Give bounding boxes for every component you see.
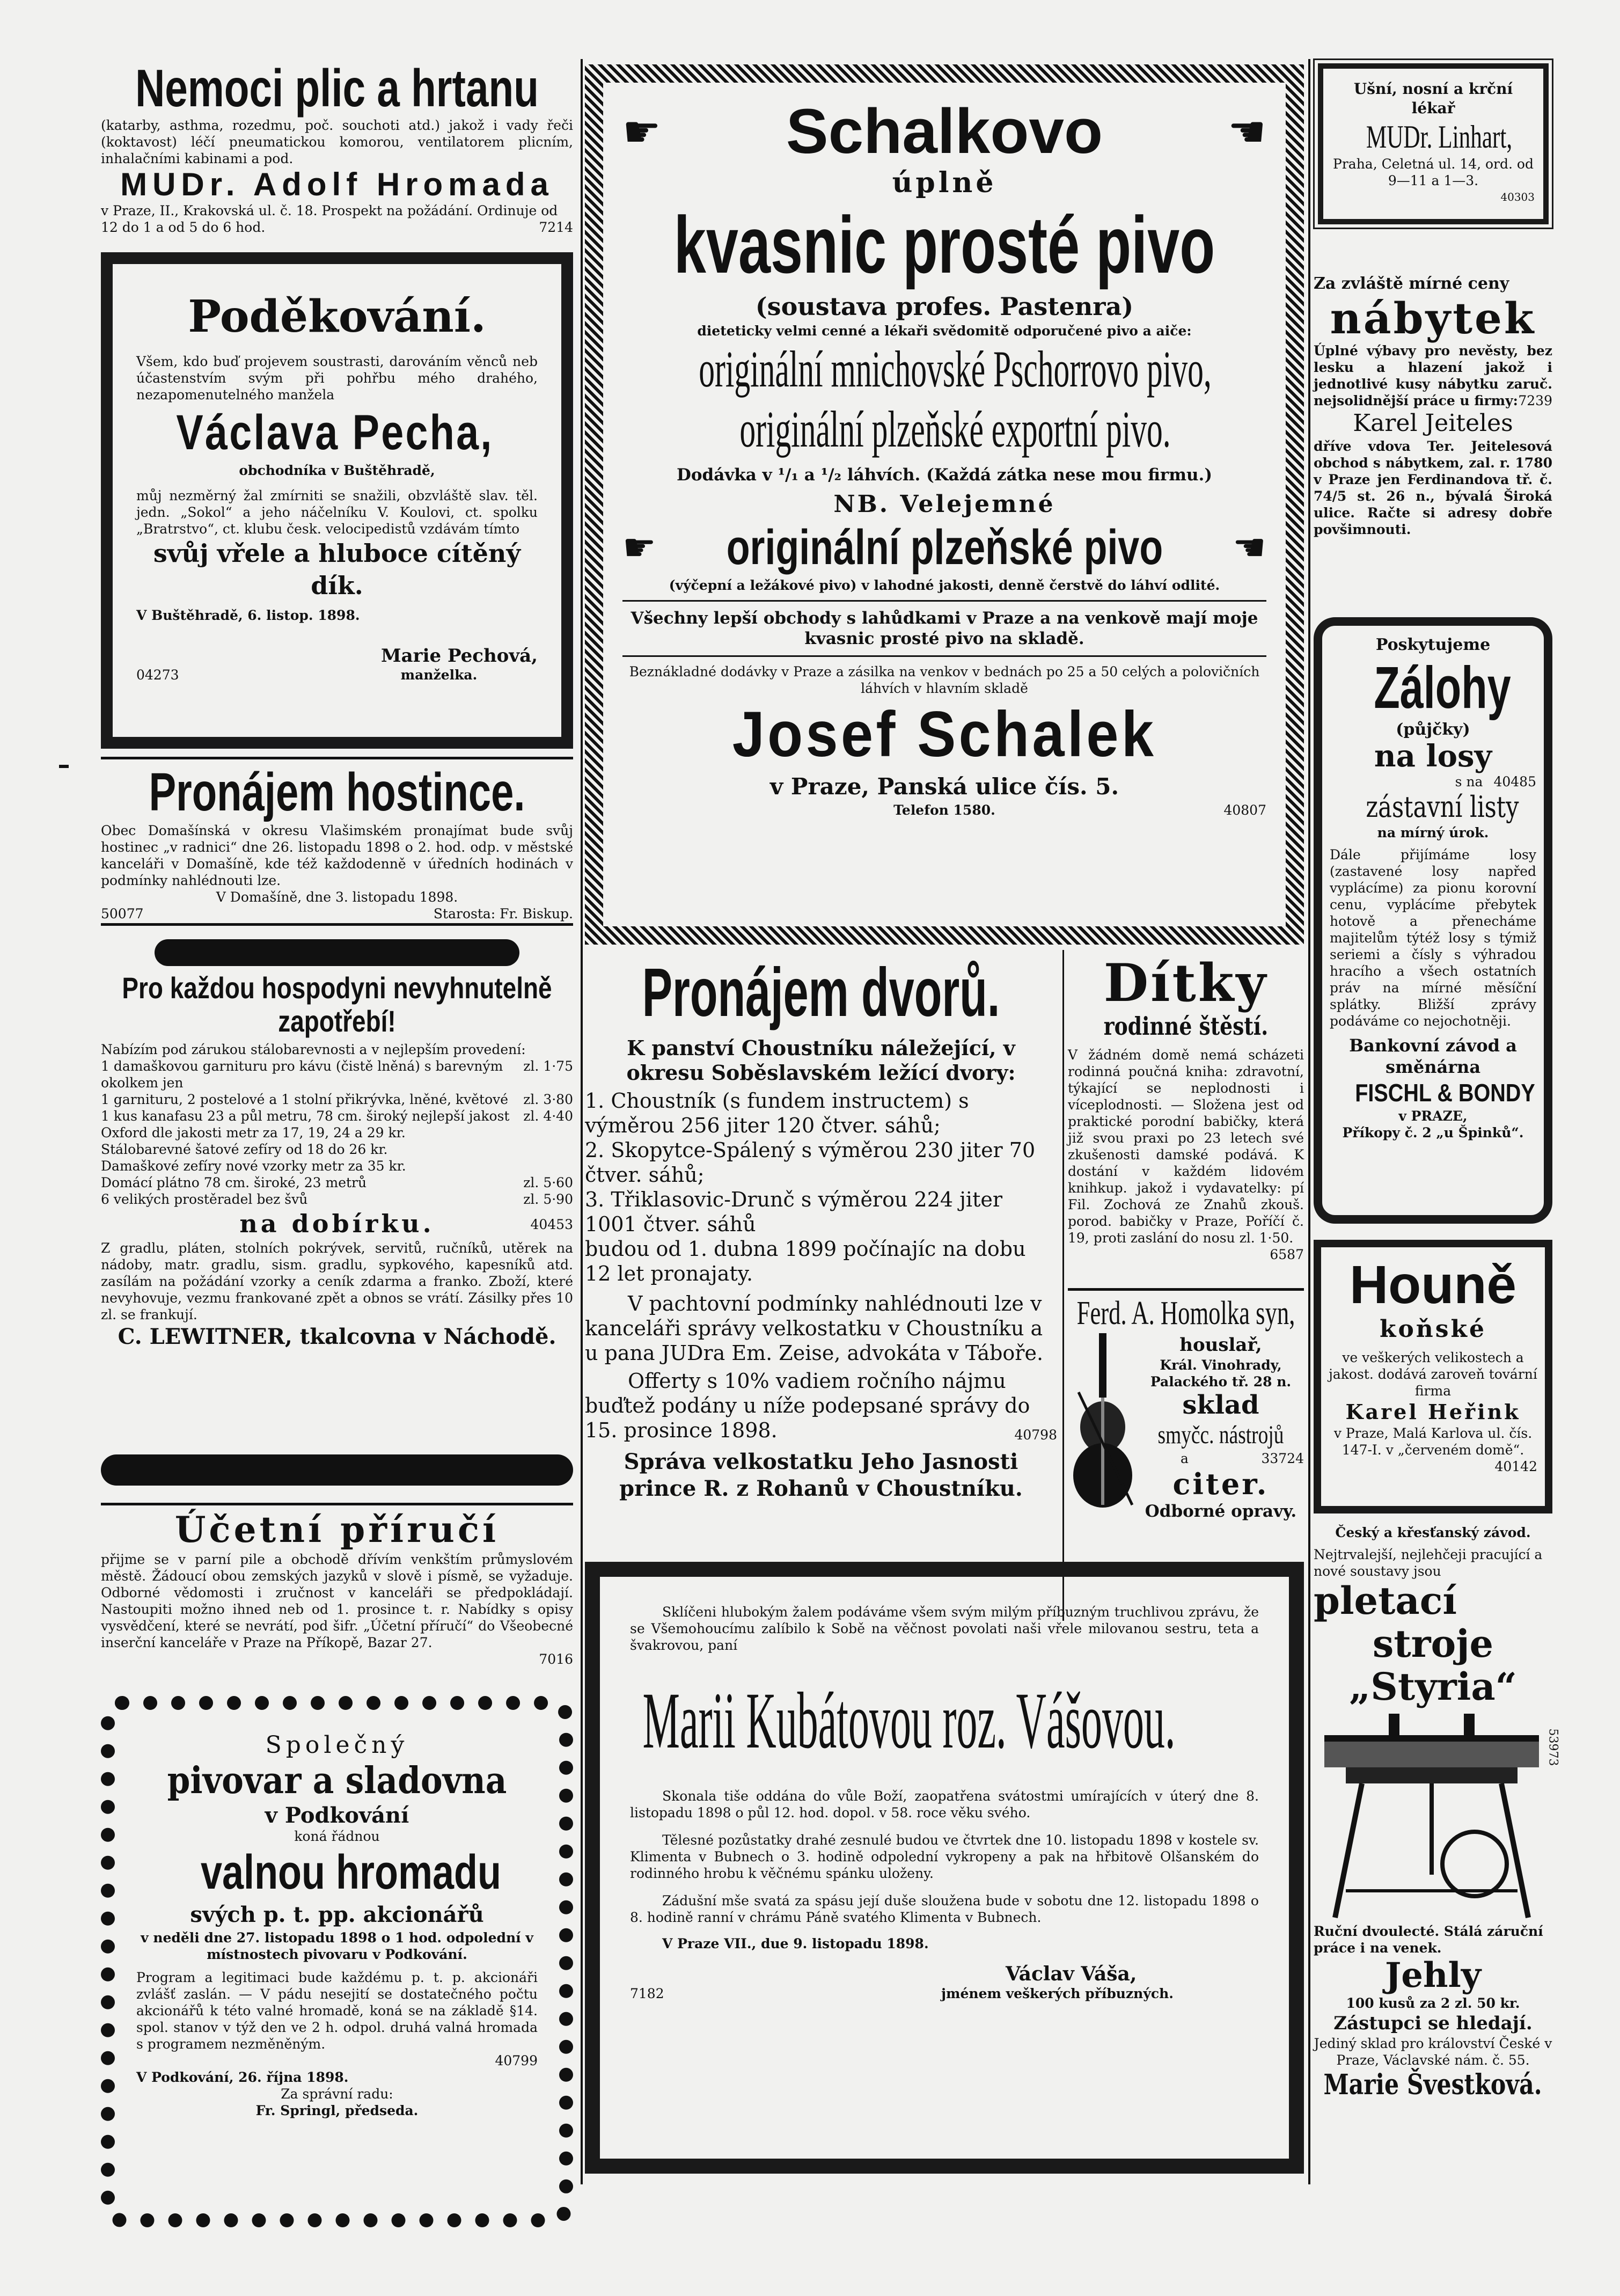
linhart-num: 40303 — [1500, 191, 1535, 203]
pivovar-l6: svých p. t. pp. akcionářů — [190, 1902, 484, 1927]
schalek-nb: NB. Velejemné — [833, 491, 1055, 518]
hospodyne-intro: Nabízím pod zárukou stálobarevnosti a v nejlepším provedení: — [101, 1042, 526, 1057]
zalohy-sub: (půjčky) — [1396, 720, 1470, 739]
pointing-hand-icon: ☛ — [1233, 525, 1266, 569]
kubatova-name: Marii Kubátovou roz. Vášovou. — [642, 1676, 1176, 1765]
price-row-text: Oxford dle jakosti metr za 17, 19, 24 a 29 kr. — [101, 1125, 406, 1140]
dvoru-num: 40798 — [1014, 1427, 1057, 1443]
homolka-sklad: sklad — [1182, 1390, 1259, 1420]
homolka-name: Ferd. A. Homolka syn, — [1076, 1295, 1295, 1332]
houne-addr: v Praze, Malá Karlova ul. čís. 147-I. v „červeném domě“. — [1333, 1425, 1533, 1458]
styria-ad — [1314, 1524, 1560, 2102]
price-row-price: zl. 5·60 — [523, 1175, 573, 1190]
nemoci-name: MUDr. Adolf Hromada — [120, 166, 554, 202]
podekovani-ad — [101, 252, 573, 749]
price-row-price: zl. 3·80 — [523, 1092, 573, 1107]
ucetni-num: 7016 — [539, 1651, 573, 1667]
nabytek-title: nábytek — [1330, 293, 1536, 343]
zalohy-sna: s na — [1455, 774, 1483, 789]
hostinec-place: V Domašíně, dne 3. listopadu 1898. — [216, 889, 458, 905]
homolka-smyc: smyčc. nástrojů — [1157, 1421, 1284, 1449]
list-item: 2. Skopytce-Spálený s výměrou 230 jiter 70 čtver. sáhů; — [585, 1138, 1036, 1187]
podekovani-title: Poděkování. — [188, 291, 486, 342]
pivovar-num: 40799 — [495, 2053, 538, 2068]
podekovani-sub: obchodníka v Buštěhradě, — [239, 463, 435, 478]
linhart-ad — [1318, 63, 1549, 224]
zalohy-body: Dále přijímáme losy (zastavené losy napřed vyplácíme) za pionu korovní cenu, vyplácíme přebytek hotově a přenecháme majitelům týtéž losy s týmiž seriemi a čísly s výhradou hracího a všech ostatních práv na mírné měsíční splátky. Bližší zprávy podáváme co nejochotněji. — [1330, 847, 1536, 1029]
nabytek-name: Karel Jeiteles — [1353, 410, 1513, 437]
price-row — [101, 1158, 573, 1174]
zalohy-head: Poskytujeme — [1375, 635, 1491, 654]
podekovani-body1: Všem, kdo buď projevem soustrasti, darováním věnců neb účastenstvím svým při pohřbu mého drahého, nezapomenutelného manžela — [136, 354, 538, 403]
price-row — [101, 1108, 573, 1124]
zalohy-addr: Příkopy č. 2 „u Špinků“. — [1342, 1125, 1524, 1140]
styria-price: 100 kusů za 2 zl. 50 kr. — [1346, 1995, 1520, 2011]
knitting-machine-icon — [1314, 1714, 1552, 1923]
zalohy-title: Zálohy — [1374, 655, 1511, 721]
pivovar-l2: pivovar a sladovna — [167, 1759, 507, 1802]
schalek-mnich: originální mnichovské Pschorrovo pivo, — [699, 340, 1212, 398]
schalek-uplne: úplně — [892, 166, 997, 199]
homolka-addr: Král. Vinohrady, Palackého tř. 28 n. — [1150, 1357, 1292, 1390]
styria-t2: stroje — [1372, 1621, 1494, 1666]
homolka-citer: citer. — [1172, 1467, 1269, 1501]
dvoru-list — [585, 1088, 1057, 1237]
price-row-text: Domácí plátno 78 cm. široké, 23 metrů — [101, 1175, 367, 1190]
podekovani-place: V Buštěhradě, 6. listop. 1898. — [136, 608, 360, 623]
linhart-name: MUDr. Linhart, — [1366, 119, 1513, 155]
violin-icon — [1068, 1333, 1138, 1510]
list-item: 1. Choustník (s fundem instructem) s výměrou 256 jiter 120 čtver. sáhů; — [585, 1089, 969, 1137]
dvoru-ad — [585, 955, 1057, 1502]
pointing-hand-icon: ☛ — [622, 525, 656, 569]
kubatova-place: V Praze VII., due 9. listopadu 1898. — [662, 1936, 929, 1951]
kubatova-ad — [585, 1562, 1304, 2174]
podekovani-num: 04273 — [136, 667, 179, 683]
hostinec-title: Pronájem hostince. — [149, 762, 525, 822]
hospodyne-dobirka-num: 40453 — [530, 1217, 573, 1232]
podekovani-thanks: svůj vřele a hluboce cítěný dík. — [153, 539, 521, 600]
pivovar-ad — [101, 1696, 573, 2227]
styria-head: Český a křesťanský závod. — [1335, 1525, 1531, 1540]
column-rule — [581, 59, 583, 2184]
linhart-l1: Ušní, nosní a krční lékař — [1353, 80, 1513, 117]
schalek-dodavka: Dodávka v ¹/₁ a ¹/₂ láhvích. (Každá zátka nese mou firmu.) — [676, 465, 1213, 485]
houne-num: 40142 — [1494, 1459, 1537, 1474]
linhart-addr: Praha, Celetná ul. 14, ord. od 9—11 a 1—3. — [1333, 156, 1534, 188]
zalohy-listy: zástavní listy — [1366, 790, 1519, 824]
ucetni-title: Účetní příručí — [174, 1509, 500, 1551]
hostinec-sign: Starosta: Fr. Biskup. — [433, 906, 573, 922]
divider — [101, 1503, 573, 1505]
ditky-sub: rodinné štěstí. — [1103, 1012, 1269, 1041]
price-row — [101, 1091, 573, 1108]
nemoci-ad — [101, 59, 573, 236]
schalek-kvasnic: kvasnic prosté pivo — [673, 200, 1215, 290]
hostinec-ad — [101, 762, 573, 922]
price-row-price: zl. 4·40 — [523, 1108, 573, 1124]
houne-sub: koňské — [1379, 1315, 1487, 1343]
hospodyne-body: Z gradlu, pláten, stolních pokrývek, servitů, ručníků, utěrek na nádoby, matr. gradlu, sism. gradlu, sypkového, kapesníků atd. zasílám na požádání vzorky a ceník zdarma a franko. Zboží, které nevyhovuje, vezmu frankované zpět a obnos se vrátí. Zásilky přes 10 zl. se frankují. — [101, 1240, 573, 1322]
homolka-num: 33724 — [1261, 1451, 1304, 1466]
divider — [622, 600, 1266, 602]
schalek-plzen: originální plzeňské pivo — [726, 520, 1163, 575]
homolka-opravy: Odborné opravy. — [1145, 1502, 1297, 1521]
podekovani-name: Václava Pecha, — [176, 405, 494, 460]
hostinec-num: 50077 — [101, 906, 144, 922]
pointing-hand-icon: ☛ — [622, 106, 661, 157]
pivovar-sign1: Za správní radu: — [281, 2086, 393, 2102]
price-row-text: 1 kus kanafasu 23 a půl metru, 78 cm. široký nejlepší jakost — [101, 1108, 510, 1124]
ornament-bar — [155, 939, 519, 966]
styria-t3: „Styria“ — [1349, 1664, 1517, 1709]
ditky-ad — [1068, 955, 1304, 1263]
schalek-beznakl: Beznákladné dodávky v Praze a zásilka na venkov v bednách po 25 a 50 celých a polovičních láhvích v hlavním skladě — [629, 664, 1260, 696]
ucetni-ad — [101, 1508, 573, 1668]
hostinec-body: Obec Domašínská v okresu Vlašimském pronajímat bude svůj hostinec „v radnici“ dne 26. listopadu 1898 o 2. hod. odp. v městské kanceláři v Domašíně, kde též každodenně v úředních hodinách v podmínky nahlédnouti lze. — [101, 823, 573, 888]
pivovar-l3: v Podkování — [265, 1803, 409, 1828]
zalohy-urok: na mírný úrok. — [1377, 825, 1489, 840]
page-edge-dot — [59, 765, 69, 768]
price-row — [101, 1141, 573, 1158]
styria-side: 53973 — [1546, 1728, 1560, 1766]
divider — [1068, 1288, 1304, 1291]
dvoru-sign: Správa velkostatku Jeho Jasnosti prince R. z Rohanů v Choustníku. — [619, 1449, 1023, 1501]
zalohy-na: na losy — [1374, 738, 1492, 774]
price-row — [101, 1124, 573, 1141]
nemoci-num: 7214 — [539, 220, 573, 235]
price-row — [101, 1174, 573, 1191]
homolka-ad — [1068, 1293, 1304, 1522]
nabytek-head: Za zvláště mírné ceny — [1314, 274, 1509, 293]
podekovani-sign: Marie Pechová, — [381, 645, 538, 667]
nabytek-ad — [1314, 274, 1552, 538]
zalohy-bank: Bankovní závod a směnárna — [1349, 1035, 1517, 1077]
dvoru-body1: budou od 1. dubna 1899 počínajíc na dobu 12 let pronajaty. — [585, 1237, 1026, 1285]
styria-t1: pletací — [1314, 1578, 1457, 1623]
pivovar-l7: v neděli dne 27. listopadu 1898 o 1 hod. odpolední v místnostech pivovaru v Podkování. — [141, 1930, 533, 1962]
schalek-plzen-export: originální plzeňské exportní pivo. — [739, 400, 1171, 458]
pivovar-l1: Společný — [265, 1731, 409, 1759]
price-row-text: Damaškové zefíry nové vzorky metr za 35 kr. — [101, 1158, 406, 1174]
kubatova-intro: Sklíčeni hlubokým žalem podáváme všem svým milým příbuzným truchlivou zprávu, že se Všemohoucímu zalíbilo k Sobě na věčnost povolati naši vřele milovanou sestru, teta a švakrovou, paní — [630, 1604, 1259, 1653]
price-row-text: 1 damaškovou garnituru pro kávu (čistě lněná) s barevným okolkem jen — [101, 1058, 503, 1091]
kubatova-body2: Tělesné pozůstatky drahé zesnulé budou ve čtvrtek dne 10. listopadu 1898 v kostele sv. Klimenta v Bubnech o 3. hodině odpolední vykropeny a pak na hřbitově Olšanském do rodinného hrobu k věčnému spánku uloženy. — [630, 1832, 1259, 1881]
price-row-text: 1 garnituru, 2 postelové a 1 stolní přikrývka, lněné, květové — [101, 1092, 509, 1107]
styria-zast: Zástupci se hledají. — [1333, 2013, 1533, 2034]
podekovani-body2: můj nezměrný žal zmírniti se snažili, obzvláště slav. těl. jedn. „Sokol“ a jeho náčelníku V. Koulovi, ct. spolku „Bratrstvo“, ct. klubu česk. velocipedistů vzdávám tímto — [136, 488, 538, 537]
houne-ad — [1314, 1240, 1552, 1513]
styria-body2: Ruční dvoulecté. Stálá záruční práce i na venek. — [1314, 1924, 1543, 1956]
ditky-body: V žádném domě nemá scházeti rodinná poučná kniha: zdravotní, týkající se neplodnosti i víceplodnosti. — Složena jest od praktické porodní babičky, která již svou praxi po 23 letech své zkušenosti damské podává. K dostání v každém lidovém knihkup. jakož i vydavatelky: pí Fil. Zochová ze Znahů zkouš. porod. babičky v Praze, Poříčí č. 19, proti zaslání do nosu zl. 1·50. — [1068, 1047, 1304, 1246]
divider — [101, 923, 573, 926]
styria-body: Nejtrvalejší, nejlehčeji pracující a nové soustavy jsou — [1314, 1547, 1543, 1579]
dvoru-title: Pronájem dvorů. — [642, 954, 1000, 1031]
divider — [622, 655, 1266, 657]
hospodyne-list — [101, 1058, 573, 1208]
price-row-text: 6 velikých prostěradel bez švů — [101, 1191, 308, 1207]
nemoci-body1: (katarby, asthma, rozedmu, poč. souchoti atd.) jakož i vady řeči (koktavost) léčí pneumatickou komorou, ventilatorem plicním, inhalačními kabinami a pod. — [101, 118, 573, 166]
pivovar-place: V Podkování, 26. října 1898. — [136, 2070, 349, 2085]
nabytek-num: 7239 — [1518, 393, 1552, 408]
divider — [101, 757, 573, 759]
zalohy-num: 40485 — [1493, 774, 1536, 789]
ornament-bar — [101, 1454, 573, 1486]
schalek-addr: v Praze, Panská ulice čís. 5. — [769, 773, 1119, 800]
schalek-vsechny: Všechny lepší obchody s lahůdkami v Praze a na venkově mají moje kvasnic prosté pivo na skladě. — [631, 609, 1258, 648]
houne-name: Karel Heřink — [1345, 1400, 1521, 1424]
dvoru-body2: V pachtovní podmínky nahlédnouti lze v kanceláři správy velkostatku v Choustníku a u pana JUDra Em. Zeise, advokáta v Táboře. — [585, 1292, 1044, 1365]
podekovani-sign2: manželka. — [400, 667, 478, 683]
homolka-a: a — [1181, 1451, 1189, 1466]
price-row — [101, 1058, 573, 1091]
schalek-dietet: dieteticky velmi cenné a lékaři svědomitě odporučené pivo a aiče: — [697, 323, 1192, 339]
kubatova-body3: Zádušní mše svatá za spásu její duše sloužena bude v sobotu dne 12. listopadu 1898 o 8. hodině ranní v chrámu Páně svatého Klimenta v Bubnech. — [630, 1893, 1259, 1925]
styria-sign: Marie Švestková. — [1323, 2068, 1542, 2101]
kubatova-sign: Václav Váša, — [1006, 1963, 1137, 1985]
ditky-title: Dítky — [1103, 953, 1269, 1013]
ucetni-body: přijme se v parní pile a obchodě dřívím venkštím průmyslovém městě. Žádoucí obou zemských jazyků v slově i písmě, se vyžaduje. Odborné vědomosti i zručnost v kanceláři se předpokládají. Nastoupiti možno ihned neb od 1. prosince t. r. Nabídky s opisy vysvědčení, které se nevrátí, pod šifr. „Účetní příručí“ do Všeobecné inserční kanceláře v Praze na Příkopě, Bazar 27. — [101, 1552, 573, 1650]
schalek-num: 40807 — [1223, 802, 1266, 818]
hospodyne-dobirka: na dobírku. — [239, 1209, 435, 1238]
houne-body: ve veškerých velikostech a jakost. dodává zaroveň tovární firma — [1329, 1350, 1537, 1399]
list-item: 3. Třiklasovic-Drunč s výměrou 224 jiter 1001 čtver. sáhů — [585, 1188, 1002, 1236]
zalohy-praha: v PRAZE, — [1398, 1108, 1468, 1124]
pivovar-body: Program a legitimaci bude každému p. t. p. akcionáři zvlášť zaslán. — V pádu nesejití se dostatečného počtu akcionářů k této valné hromadě, koná se na základě §14. spol. stanov v týž den ve 2 h. odpol. druhá valná hromada s programem nezměněným. — [136, 1970, 538, 2052]
pivovar-l4: koná řádnou — [294, 1829, 380, 1844]
schalek-tel: Telefon 1580. — [893, 802, 995, 818]
dvoru-head: K panství Choustníku náležející, v okresu Soběslavském ležící dvory: — [626, 1036, 1016, 1085]
hospodyne-ad — [101, 971, 573, 1351]
column-rule — [1062, 950, 1064, 1621]
nemoci-body2: v Praze, II., Krakovská ul. č. 18. Prospekt na požádání. Ordinuje od 12 do 1 a od 5 do 6 hod. — [101, 203, 558, 235]
price-row-text: Stálobarevné šatové zefíry od 18 do 26 kr. — [101, 1142, 388, 1157]
ditky-num: 6587 — [1270, 1247, 1304, 1262]
price-row-price: zl. 5·90 — [523, 1191, 573, 1207]
schalek-soustava: (soustava profes. Pastenra) — [755, 292, 1134, 321]
hospodyne-sign: C. LEWITNER, tkalcovna v Náchodě. — [118, 1324, 556, 1349]
houne-title: Houně — [1349, 1255, 1517, 1315]
schalek-vycepni: (výčepní a ležákové pivo) v lahodné jakosti, denně čerstvě do láhví odlité. — [669, 577, 1220, 593]
pointing-hand-icon: ☛ — [1228, 106, 1266, 157]
column-rule — [1308, 59, 1310, 2184]
hospodyne-title: Pro každou hospodyni nevyhnutelně zapotřebí! — [122, 971, 552, 1038]
pivovar-sign2: Fr. Springl, předseda. — [255, 2103, 419, 2118]
zalohy-firm: FISCHL & BONDY — [1355, 1079, 1535, 1107]
price-row-price: zl. 1·75 — [523, 1058, 573, 1074]
nemoci-title: Nemoci plic a hrtanu — [135, 59, 539, 118]
schalek-name: Josef Schalek — [732, 698, 1157, 770]
schalek-top: Schalkovo — [786, 96, 1103, 167]
styria-jehly: Jehly — [1384, 1955, 1482, 1995]
dvoru-body3: Offerty s 10% vadiem ročního nájmu buďtež podány u níže podepsané správy do 15. prosince 1898. — [585, 1369, 1030, 1442]
styria-body3: Jediný sklad pro království České v Praze, Václavské nám. č. 55. — [1314, 2036, 1552, 2068]
zalohy-ad — [1314, 617, 1552, 1224]
kubatova-num: 7182 — [630, 1986, 664, 2001]
homolka-houslar: houslař, — [1179, 1334, 1262, 1356]
pivovar-l5: valnou hromadu — [200, 1846, 502, 1899]
nabytek-body2: dříve vdova Ter. Jeitelesová obchod s nábytkem, zal. r. 1780 v Praze jen Ferdinandova tř. č. 74/5 st. 26 n., bývalá Široká ulice. Račte si adresy dobře povšimnouti. — [1314, 438, 1552, 537]
kubatova-sign2: jménem veškerých příbuzných. — [941, 1986, 1174, 2001]
price-row — [101, 1191, 573, 1208]
nabytek-body: Úplné výbavy pro nevěsty, bez lesku a hlazení jakož i jednotlivé kusy nábytku zaruč. nejsolidnější práce u firmy: — [1314, 343, 1552, 408]
schalek-ad — [585, 64, 1304, 945]
kubatova-body1: Skonala tiše oddána do vůle Boží, zaopatřena svátostmi umírajících v úterý dne 8. listopadu 1898 o půl 12. hod. dopol. v 58. roce věku svého. — [630, 1788, 1259, 1820]
